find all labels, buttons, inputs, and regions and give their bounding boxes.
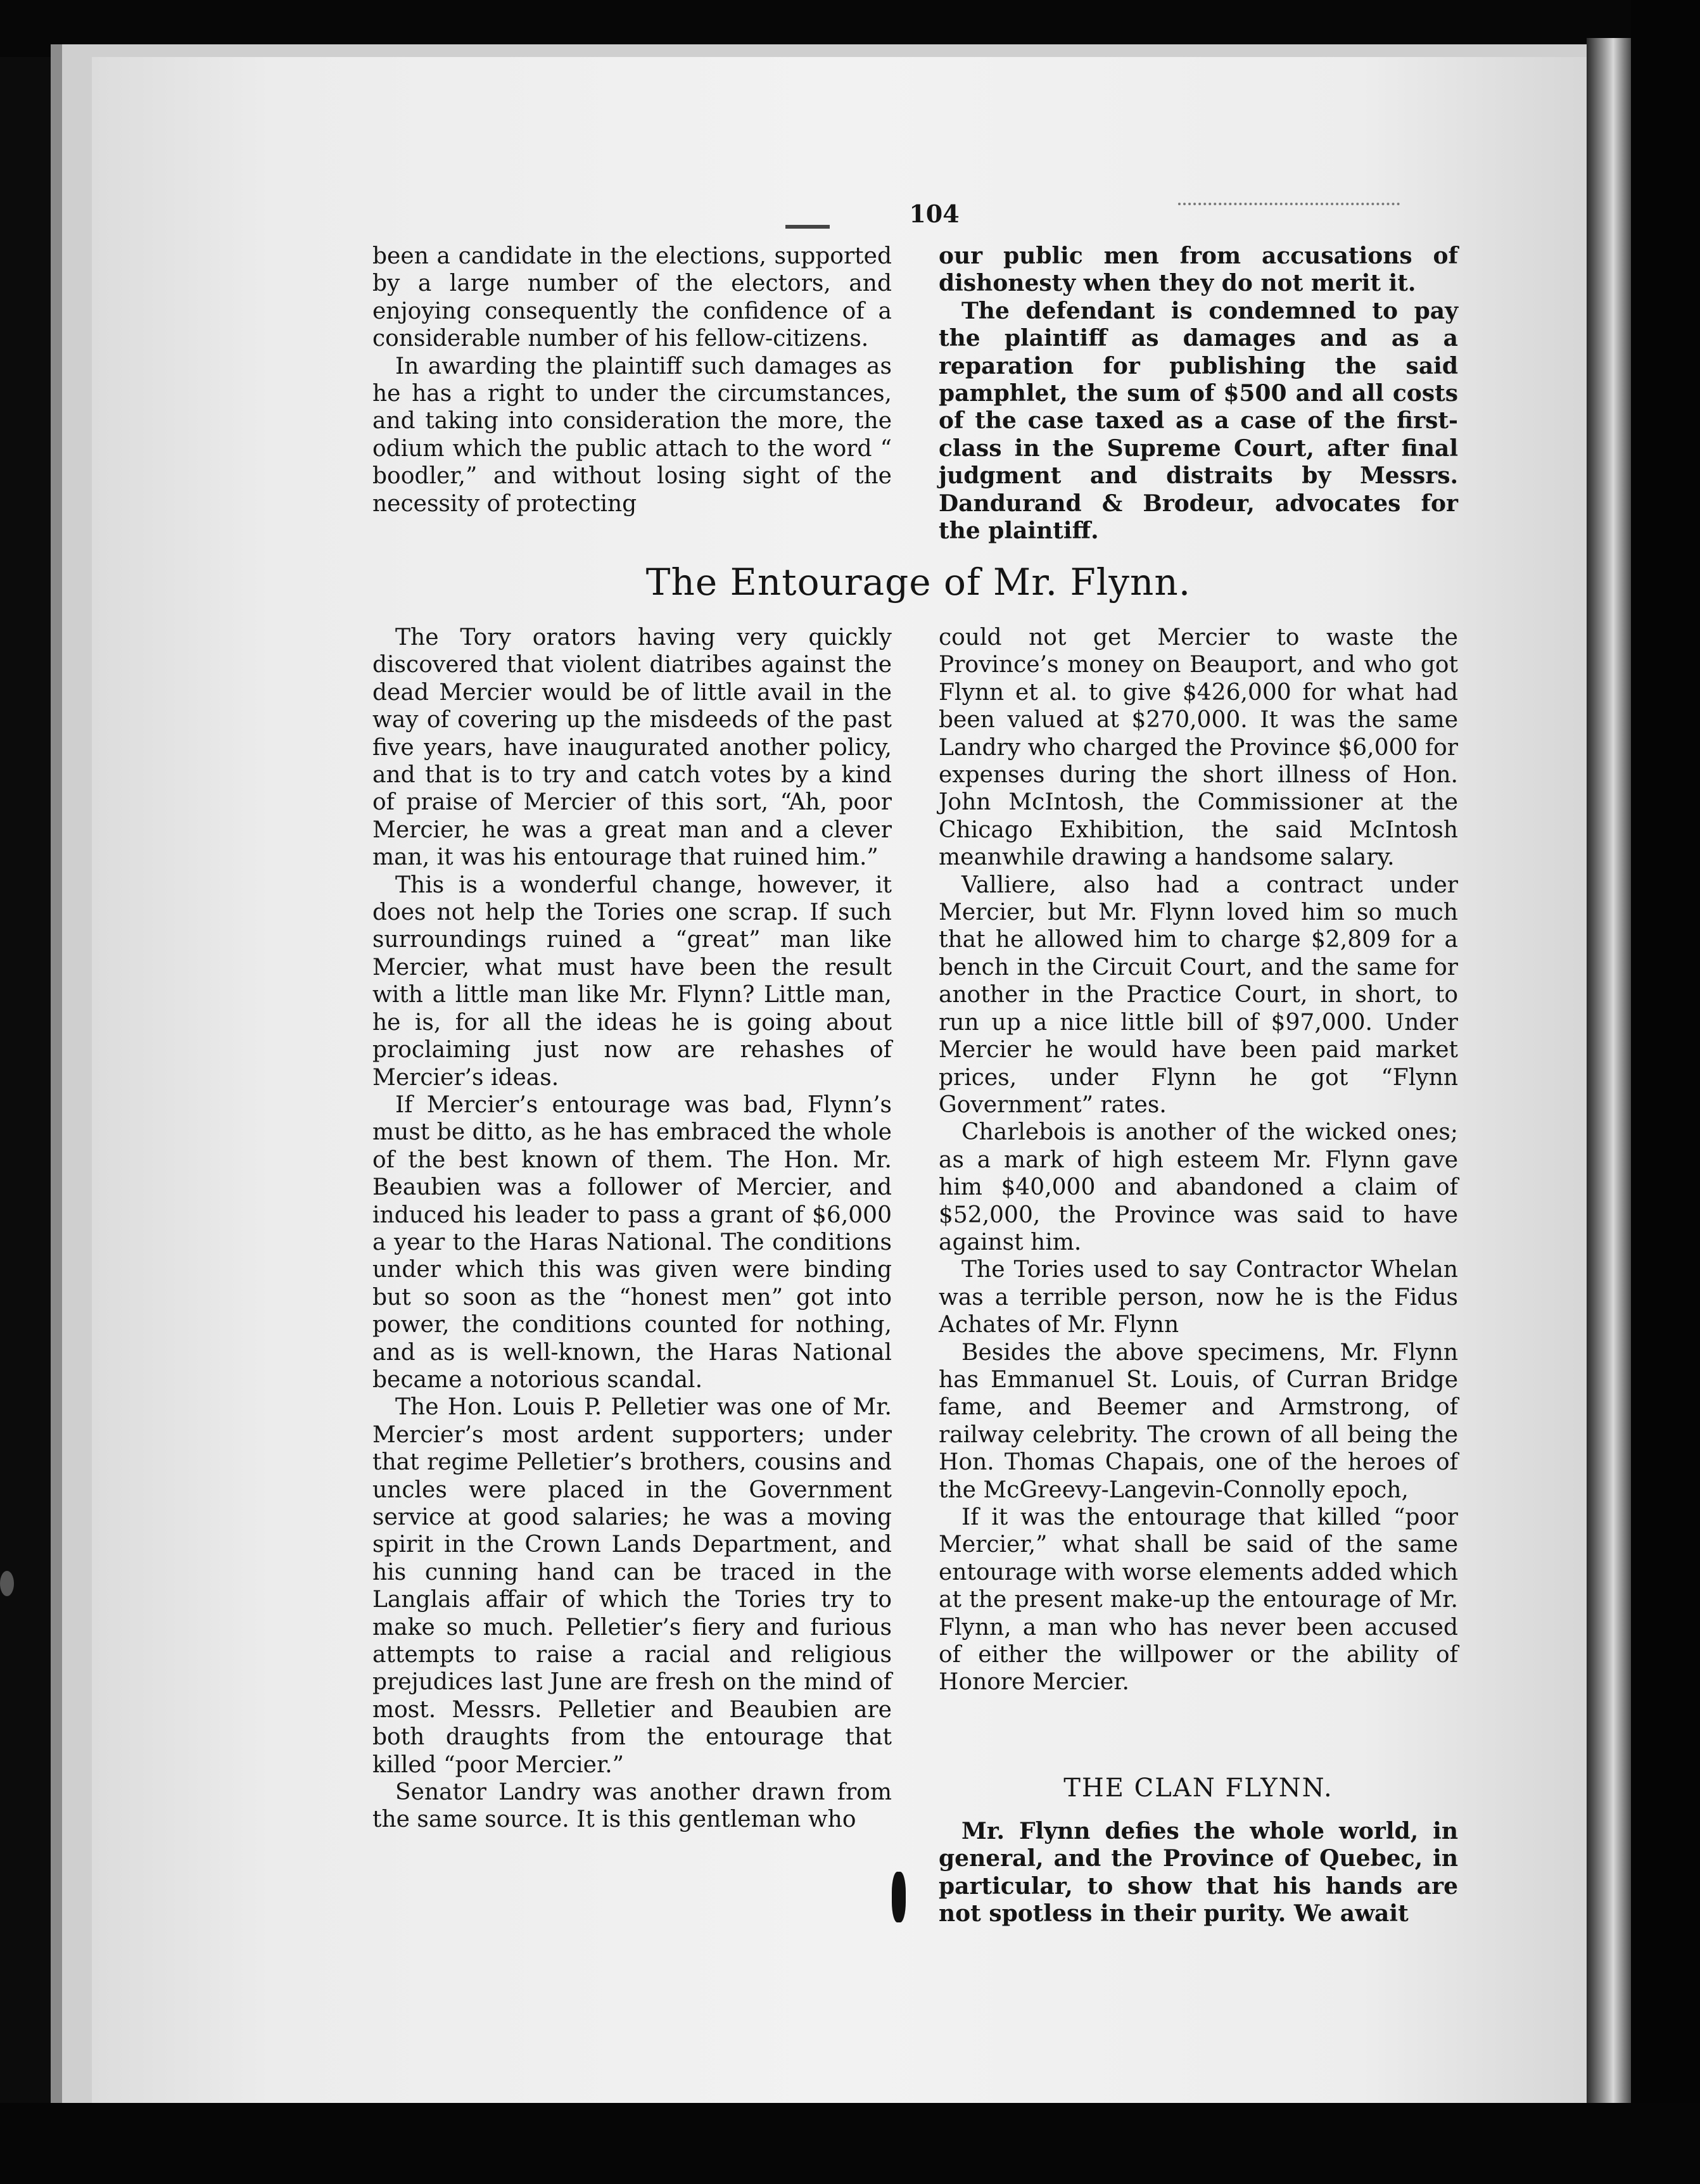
article-right-column (939, 624, 1458, 1696)
paragraph: If it was the entourage that killed “poor Mercier,” what shall be said of the same entourage with worse elements added which at the present make-up the entourage of Mr. Flynn, a man who has never been accused of either the willpower or the ability of Honore Mercier. (939, 1504, 1458, 1696)
scan-right-border (1631, 0, 1700, 2184)
header-marks (1178, 203, 1400, 208)
paragraph: Charlebois is another of the wicked ones; as a mark of high esteem Mr. Flynn gave him $40,000 and abandoned a claim of $52,000, the Province was said to have against him. (939, 1119, 1458, 1255)
paragraph: Valliere, also had a contract under Mercier, but Mr. Flynn loved him so much that he allowed him to charge $2,809 for a bench in the Circuit Court, and the same for another in the Practice Court, in short, to run up a nice little bill of $97,000. Under Mercier he would have been paid market prices, under Flynn he got “Flynn Government” rates. (939, 872, 1458, 1118)
ink-blot (892, 1872, 906, 1922)
header-rule (785, 225, 830, 229)
page-right-edge (1587, 38, 1631, 2109)
scan-smudge (0, 1571, 14, 1596)
section-heading: THE CLAN FLYNN. (1063, 1774, 1333, 1803)
top-left-column (372, 243, 892, 517)
paragraph: The Tories used to say Contractor Whelan was a terrible person, now he is the Fidus Achates of Mr. Flynn (939, 1257, 1458, 1338)
paragraph: In awarding the plaintiff such damages as he has a right to under the circumstances, and taking into consideration the more, the odium which the public attach to the word “ boodler,” and without losing sight of the necessity of protecting (372, 353, 892, 517)
paragraph: If Mercier’s entourage was bad, Flynn’s must be ditto, as he has embraced the whole of the best known of them. The Hon. Mr. Beaubien was a follower of Mercier, and induced his leader to pass a grant of $6,000 a year to the Haras National. The conditions under which this was given were binding but so soon as the “honest men” got into power, the conditions counted for nothing, and as is well-known, the Haras National became a notorious scandal. (372, 1091, 892, 1393)
paragraph: could not get Mercier to waste the Province’s money on Beauport, and who got Flynn et al. to give $426,000 for what had been valued at $270,000. It was the same Landry who charged the Province $6,000 for expenses during the short illness of Hon. John McIntosh, the Commissioner at the Chicago Exhibition, the said McIntosh meanwhile drawing a handsome salary. (939, 625, 1458, 871)
top-right-column (939, 243, 1458, 545)
paragraph: This is a wonderful change, however, it does not help the Tories one scrap. If such surroundings ruined a “great” man like Mercier, what must have been the result with a little man like Mr. Flynn? Little man, he is, for all the ideas he is going about proclaiming just now are rehashes of Mercier’s ideas. (372, 872, 892, 1091)
paragraph: The defendant is condemned to pay the plaintiff as damages and as a reparation for publishing the said pamphlet, the sum of $500 and all costs of the case taxed as a case of the first-class in the Supreme Court, after final judgment and distraits by Messrs. Dandurand & Brodeur, advocates for the plaintiff. (939, 297, 1458, 545)
article-left-column (372, 624, 892, 1834)
paragraph: The Hon. Louis P. Pelletier was one of Mr. Mercier’s most ardent supporters; under that regime Pelletier’s brothers, cousins and uncles were placed in the Government service at good salaries; he was a moving spirit in the Crown Lands Department, and his cunning hand can be traced in the Langlais affair of which the Tories try to make so much. Pelletier’s fiery and furious attempts to raise a racial and religious prejudices last June are fresh on the mind of most. Messrs. Pelletier and Beaubien are both draughts from the entourage that killed “poor Mercier.” (372, 1394, 892, 1778)
paragraph: The Tory orators having very quickly discovered that violent diatribes against the dead Mercier would be of little avail in the way of covering up the misdeeds of the past five years, have inaugurated another policy, and that is to try and catch votes by a kind of praise of Mercier of this sort, “Ah, poor Mercier, he was a great man and a clever man, it was his entourage that ruined him.” (372, 625, 892, 871)
scan-bottom-border (0, 2103, 1700, 2184)
paragraph: Senator Landry was another drawn from the same source. It is this gentleman who (372, 1779, 892, 1833)
paragraph: Besides the above specimens, Mr. Flynn has Emmanuel St. Louis, of Curran Bridge fame, and Beemer and Armstrong, of railway celebrity. The crown of all being the Hon. Thomas Chapais, one of the heroes of the McGreevy-Langevin-Connolly epoch, (939, 1339, 1458, 1503)
paragraph: been a candidate in the elections, supported by a large number of the electors, and enjoying consequently the confidence of a considerable number of his fellow-citizens. (372, 243, 892, 352)
article-title: The Entourage of Mr. Flynn. (645, 561, 1191, 604)
clan-flynn-column (939, 1818, 1458, 1928)
paragraph: Mr. Flynn defies the whole world, in general, and the Province of Quebec, in particular, to show that his hands are not spotless in their purity. We await (939, 1818, 1458, 1927)
page-number: 104 (909, 200, 960, 228)
paragraph: our public men from accusations of dishonesty when they do not merit it. (939, 243, 1458, 297)
